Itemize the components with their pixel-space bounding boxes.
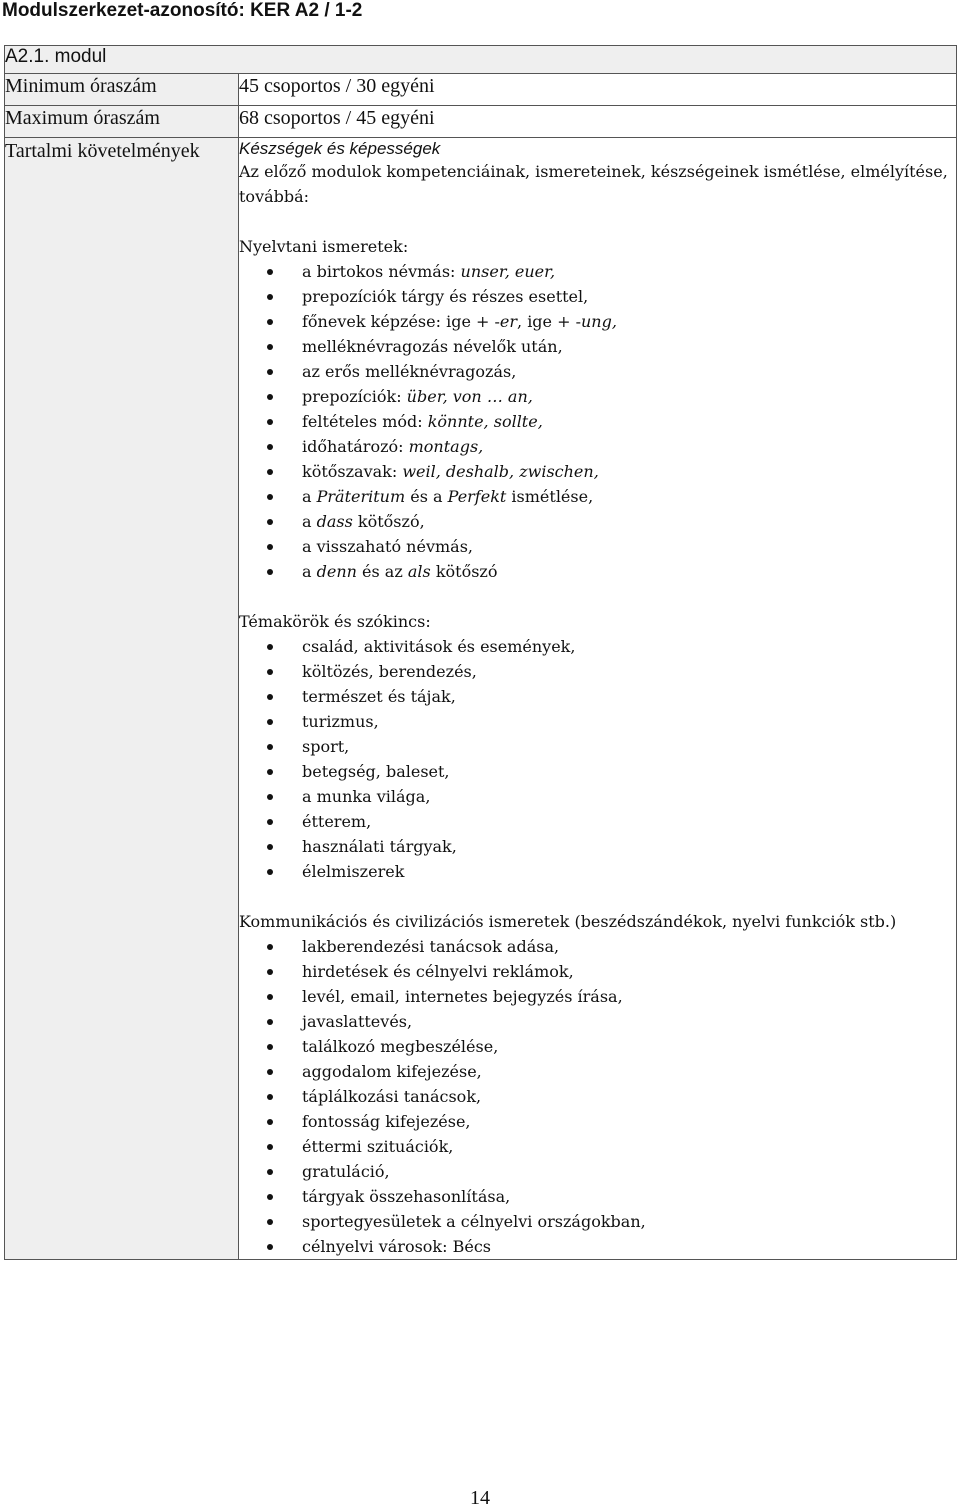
communication-item: éttermi szituációk, — [239, 1134, 956, 1159]
grammar-item — [239, 359, 956, 384]
communication-item: tárgyak összehasonlítása, — [239, 1184, 956, 1209]
grammar-item-text: Präteritum — [316, 487, 406, 506]
communication-section — [239, 909, 956, 1259]
communication-item: találkozó megbeszélése, — [239, 1034, 956, 1059]
grammar-item-text: denn — [316, 562, 357, 581]
skills-title: Készségek és képességek — [239, 139, 441, 158]
topic-item: természet és tájak, — [239, 684, 956, 709]
grammar-item-text: kötőszavak: — [302, 462, 403, 481]
grammar-item-text: a birtokos névmás: — [302, 262, 461, 281]
grammar-item-text: weil, deshalb, zwischen, — [402, 462, 599, 481]
grammar-item-text: , ige + - — [517, 312, 581, 331]
grammar-item-text: Perfekt — [447, 487, 507, 506]
grammar-section — [239, 234, 956, 584]
grammar-item — [239, 459, 956, 484]
module-table — [4, 45, 957, 1260]
communication-item: javaslattevés, — [239, 1009, 956, 1034]
min-hours-value: 45 csoportos / 30 egyéni — [239, 74, 957, 106]
communication-item: táplálkozási tanácsok, — [239, 1084, 956, 1109]
topic-item: sport, — [239, 734, 956, 759]
grammar-item-text: főnevek képzése: ige + - — [302, 312, 500, 331]
topic-item: étterem, — [239, 809, 956, 834]
grammar-item-text: melléknévragozás névelők után, — [302, 337, 563, 356]
content-requirements-label: Tartalmi követelmények — [5, 138, 239, 1260]
grammar-list — [239, 259, 956, 584]
communication-title: Kommunikációs és civilizációs ismeretek (beszédszándékok, nyelvi funkciók stb.) — [239, 912, 897, 931]
grammar-item-text: a visszaható névmás, — [302, 537, 473, 556]
grammar-item — [239, 484, 956, 509]
grammar-item — [239, 559, 956, 584]
communication-list — [239, 934, 956, 1259]
communication-item: hirdetések és célnyelvi reklámok, — [239, 959, 956, 984]
communication-item: gratuláció, — [239, 1159, 956, 1184]
grammar-item-text: als — [407, 562, 431, 581]
topic-item: turizmus, — [239, 709, 956, 734]
grammar-item-text: és az — [356, 562, 408, 581]
communication-item: aggodalom kifejezése, — [239, 1059, 956, 1084]
topics-list — [239, 634, 956, 884]
grammar-item-text: ismétlése, — [506, 487, 594, 506]
grammar-item-text: a — [302, 487, 317, 506]
topics-title: Témakörök és szókincs: — [239, 612, 431, 631]
max-hours-label: Maximum óraszám — [5, 106, 239, 138]
grammar-item-text: időhatározó: — [302, 437, 409, 456]
grammar-item-text: és a — [405, 487, 448, 506]
module-title: A2.1. modul — [5, 46, 957, 74]
grammar-item — [239, 259, 956, 284]
grammar-item — [239, 509, 956, 534]
grammar-item-text: feltételes mód: — [302, 412, 428, 431]
topics-section — [239, 609, 956, 884]
skills-text: Az előző modulok kompetenciáinak, ismereteinek, készségeinek ismétlése, elmélyítése, továbbá: — [239, 162, 948, 206]
communication-item: célnyelvi városok: Bécs — [239, 1234, 956, 1259]
topic-item: család, aktivitások és események, — [239, 634, 956, 659]
communication-item: levél, email, internetes bejegyzés írása, — [239, 984, 956, 1009]
grammar-item-text: über, von … an, — [406, 387, 533, 406]
grammar-item-text: montags, — [408, 437, 484, 456]
grammar-item — [239, 384, 956, 409]
grammar-item-text: er — [499, 312, 518, 331]
grammar-item — [239, 284, 956, 309]
communication-item: sportegyesületek a célnyelvi országokban, — [239, 1209, 956, 1234]
content-requirements — [239, 138, 957, 1260]
page-number: 14 — [470, 1487, 490, 1509]
min-hours-label: Minimum óraszám — [5, 74, 239, 106]
grammar-item-text: ung, — [581, 312, 617, 331]
grammar-item — [239, 334, 956, 359]
topic-item: a munka világa, — [239, 784, 956, 809]
communication-item: fontosság kifejezése, — [239, 1109, 956, 1134]
grammar-item-text: unser, euer, — [460, 262, 556, 281]
grammar-item — [239, 309, 956, 334]
grammar-item-text: kötőszó — [430, 562, 498, 581]
grammar-item-text: dass — [316, 512, 353, 531]
grammar-item-text: könnte, sollte, — [427, 412, 543, 431]
grammar-title: Nyelvtani ismeretek: — [239, 237, 409, 256]
grammar-item-text: az erős melléknévragozás, — [302, 362, 517, 381]
grammar-item-text: a — [302, 562, 317, 581]
topic-item: élelmiszerek — [239, 859, 956, 884]
grammar-item-text: kötőszó, — [352, 512, 425, 531]
grammar-item — [239, 409, 956, 434]
grammar-item — [239, 534, 956, 559]
grammar-item-text: prepozíciók tárgy és részes esettel, — [302, 287, 589, 306]
topic-item: költözés, berendezés, — [239, 659, 956, 684]
grammar-item-text: prepozíciók: — [302, 387, 407, 406]
document-header: Modulszerkezet-azonosító: KER A2 / 1-2 — [2, 0, 363, 21]
max-hours-value: 68 csoportos / 45 egyéni — [239, 106, 957, 138]
topic-item: betegség, baleset, — [239, 759, 956, 784]
communication-item: lakberendezési tanácsok adása, — [239, 934, 956, 959]
grammar-item-text: a — [302, 512, 317, 531]
topic-item: használati tárgyak, — [239, 834, 956, 859]
grammar-item — [239, 434, 956, 459]
